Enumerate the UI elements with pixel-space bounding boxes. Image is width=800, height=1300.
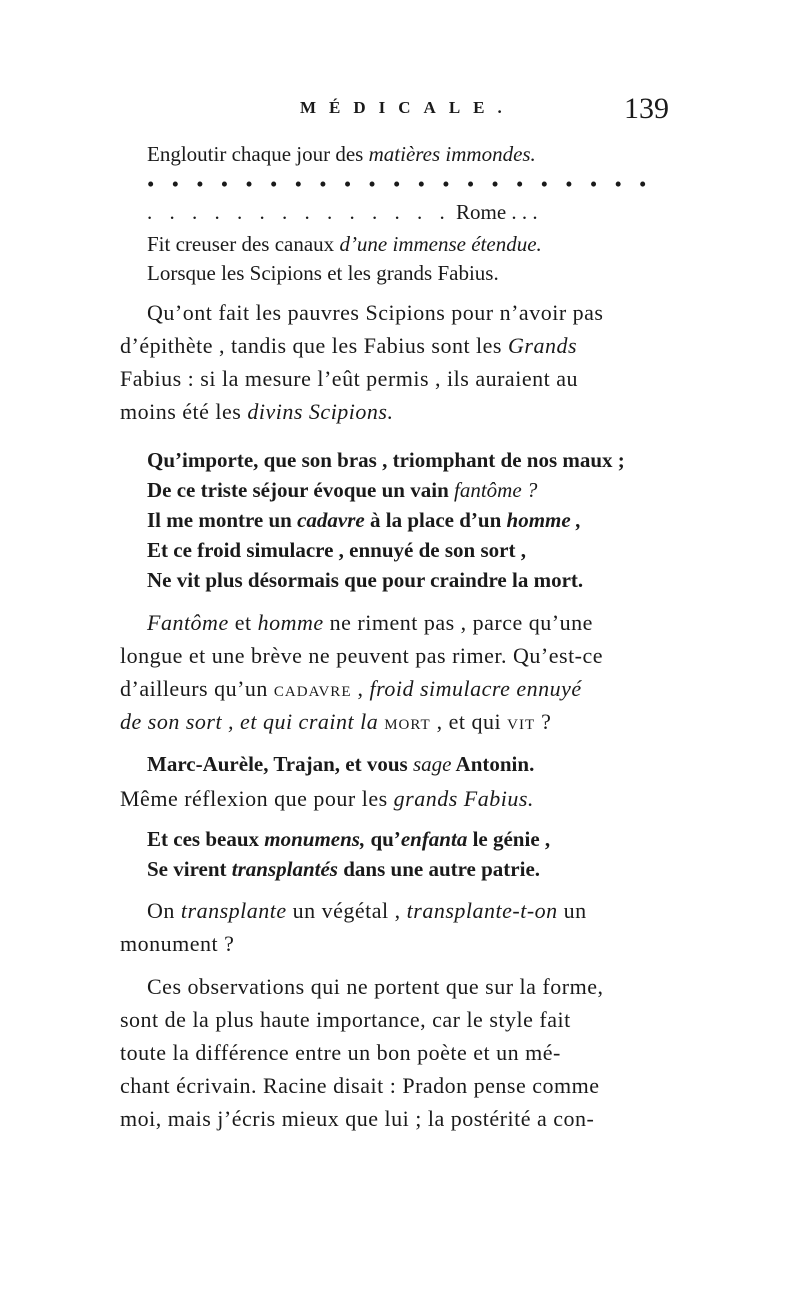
- paragraph-5-line-2: [120, 1007, 571, 1033]
- text: De ce triste séjour évoque un vain: [147, 478, 454, 502]
- text: Marc-Aurèle, Trajan, et vous: [147, 752, 413, 776]
- text: et: [228, 610, 258, 635]
- text: Qu’ont fait les pauvres Scipions pour n’avoir pas: [147, 300, 604, 325]
- italic-text: d’une immense étendue.: [339, 232, 542, 256]
- dots: • • • • • • • • • • • • • • • • • • • • •: [147, 172, 653, 196]
- italic-text: enfanta: [400, 827, 468, 851]
- text: Il me montre un: [147, 508, 298, 532]
- paragraph-1-line-4: [120, 399, 393, 425]
- italic-text: homme: [257, 610, 324, 635]
- paragraph-2-line-3: [120, 676, 582, 702]
- paragraph-5-line-4: [120, 1073, 600, 1099]
- text: un végétal ,: [286, 898, 407, 923]
- italic-text: Grands: [508, 333, 578, 358]
- text: Se virent: [147, 857, 232, 881]
- text: d’ailleurs qu’un: [120, 676, 274, 701]
- verse-line-2: [147, 200, 538, 225]
- verse-line-11: [147, 827, 550, 852]
- italic-text: homme ,: [506, 508, 582, 532]
- paragraph-5-line-1: [147, 974, 603, 1000]
- text: moins été les: [120, 399, 248, 424]
- dots: . . . . . . . . . . . . . .: [147, 200, 451, 224]
- italic-text: de son sort , et qui craint la: [120, 709, 385, 734]
- small-caps-text: vit: [507, 709, 536, 734]
- italic-text: Fantôme: [147, 610, 229, 635]
- verse-line-10: [147, 752, 534, 777]
- paragraph-1-line-2: [120, 333, 577, 359]
- italic-text: froid simulacre ennuyé: [369, 676, 582, 701]
- verse-line-8: [147, 538, 526, 563]
- small-caps-text: cadavre: [273, 676, 352, 701]
- text: Rome . . .: [450, 200, 538, 224]
- paragraph-4-line-1: [147, 898, 587, 924]
- text: le génie ,: [467, 827, 551, 851]
- running-title: MÉDICALE.: [300, 98, 515, 117]
- text: Lorsque les Scipions et les grands Fabius.: [147, 261, 499, 285]
- italic-text: transplante-t-on: [406, 898, 558, 923]
- italic-text: transplantés: [231, 857, 338, 881]
- paragraph-5-line-3: [120, 1040, 561, 1066]
- text: Fabius : si la mesure l’eût permis , ils auraient au: [120, 366, 578, 391]
- text: dans une autre patrie.: [337, 857, 541, 881]
- italic-text: matières immondes.: [368, 142, 536, 166]
- text: Et ce froid simulacre , ennuyé de son sort ,: [147, 538, 526, 562]
- paragraph-1-line-1: [147, 300, 603, 326]
- text: d’épithète , tandis que les Fabius sont les: [120, 333, 508, 358]
- paragraph-1-line-3: [120, 366, 578, 392]
- text: chant écrivain. Racine disait : Pradon pense comme: [120, 1073, 600, 1098]
- text: Antonin.: [451, 752, 535, 776]
- text: Engloutir chaque jour des: [147, 142, 369, 166]
- text: Qu’importe, que son bras , triomphant de nos maux ;: [147, 448, 625, 472]
- text: toute la différence entre un bon poète et un mé-: [120, 1040, 561, 1065]
- text: qu’: [365, 827, 401, 851]
- verse-line-3: [147, 232, 542, 257]
- ellipsis-line-1: [147, 172, 652, 197]
- text: , et qui: [430, 709, 508, 734]
- text: Fit creuser des canaux: [147, 232, 340, 256]
- verse-line-4: [147, 261, 499, 286]
- paragraph-5-line-5: [120, 1106, 594, 1132]
- text: longue et une brève ne peuvent pas rimer. Qu’est-ce: [120, 643, 604, 668]
- text: ?: [535, 709, 552, 734]
- paragraph-2-line-4: [120, 709, 551, 735]
- text: Ne vit plus désormais que pour craindre la mort.: [147, 568, 584, 592]
- paragraph-2-line-2: [120, 643, 603, 669]
- text: monument ?: [120, 931, 235, 956]
- text: On: [147, 898, 181, 923]
- verse-line-5: [147, 448, 625, 473]
- text: ,: [351, 676, 370, 701]
- paragraph-2-line-1: [147, 610, 593, 636]
- italic-text: transplante: [180, 898, 287, 923]
- verse-line-7: [147, 508, 581, 533]
- italic-text: monumens,: [264, 827, 366, 851]
- text: moi, mais j’écris mieux que lui ; la postérité a con-: [120, 1106, 595, 1131]
- verse-line-1: [147, 142, 536, 167]
- italic-text: grands Fabius.: [393, 786, 534, 811]
- text: un: [557, 898, 587, 923]
- verse-line-9: [147, 568, 583, 593]
- verse-line-12: [147, 857, 540, 882]
- text: Ces observations qui ne portent que sur la forme,: [147, 974, 604, 999]
- text: à la place d’un: [364, 508, 507, 532]
- verse-line-6: [147, 478, 537, 503]
- text: Et ces beaux: [147, 827, 265, 851]
- italic-text: sage: [412, 752, 452, 776]
- page-header: [0, 92, 800, 132]
- italic-text: fantôme ?: [454, 478, 538, 502]
- italic-text: cadavre: [297, 508, 365, 532]
- page-number: 139: [624, 92, 669, 125]
- paragraph-4-line-2: [120, 931, 234, 957]
- text: Même réflexion que pour les: [120, 786, 394, 811]
- text: sont de la plus haute importance, car le style fait: [120, 1007, 571, 1032]
- paragraph-3: [120, 786, 534, 812]
- small-caps-text: mort: [384, 709, 431, 734]
- text: ne riment pas , parce qu’une: [323, 610, 593, 635]
- italic-text: divins Scipions.: [247, 399, 394, 424]
